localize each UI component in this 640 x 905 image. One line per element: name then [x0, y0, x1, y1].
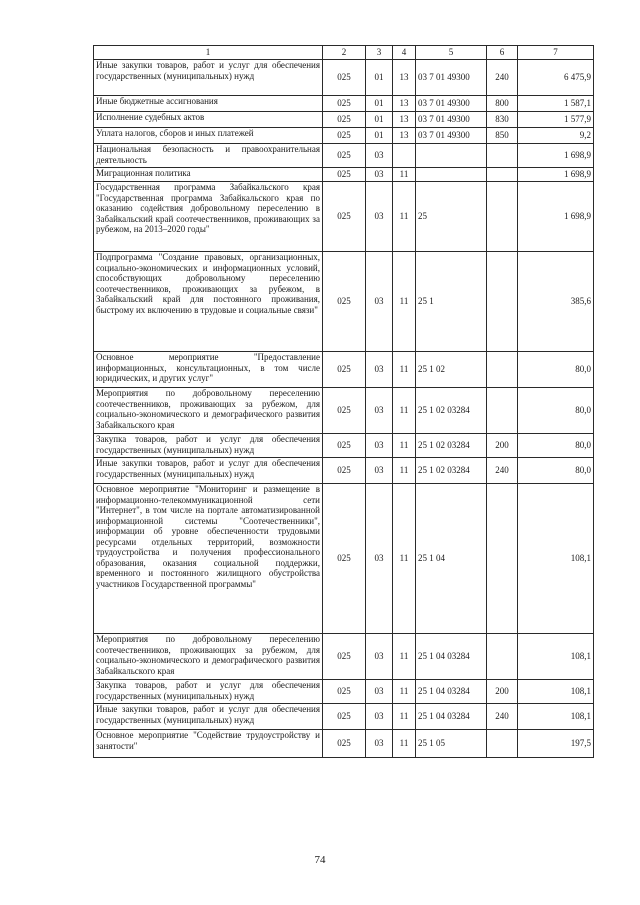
ministry-code-cell: 025 — [323, 388, 366, 434]
subsection-code-cell: 13 — [393, 60, 416, 96]
ministry-code-cell: 025 — [323, 252, 366, 352]
table-row — [94, 434, 594, 458]
expense-type-code-cell: 800 — [487, 96, 518, 112]
target-item-code-cell: 25 1 02 03284 — [416, 458, 487, 484]
target-item-code-cell: 03 7 01 49300 — [416, 112, 487, 128]
subsection-code-cell: 13 — [393, 112, 416, 128]
row-name-cell: Мероприятия по добровольному переселению соотечественников, проживающих за рубежом, для социально-экономического и демографического развития Забайкальского края — [94, 388, 323, 434]
section-code-cell: 01 — [366, 128, 393, 144]
row-name-cell: Государственная программа Забайкальского края "Государственная программа Забайкальского края по оказанию содействия добровольному переселению в Забайкальский край соотечественников, проживающих за рубежом, на 2013–2020 годы" — [94, 182, 323, 252]
expense-type-code-cell — [487, 730, 518, 758]
expense-type-code-cell — [487, 352, 518, 388]
table-row — [94, 182, 594, 252]
ministry-code-cell: 025 — [323, 96, 366, 112]
table-row — [94, 730, 594, 758]
row-name-cell: Мероприятия по добровольному переселению соотечественников, проживающих за рубежом, для социально-экономического и демографического развития Забайкальского края — [94, 634, 323, 680]
row-name-cell: Основное мероприятие "Предоставление информационных, консультационных, в том числе юридических, и других услуг" — [94, 352, 323, 388]
section-code-cell: 03 — [366, 458, 393, 484]
section-code-cell: 01 — [366, 96, 393, 112]
row-name-cell: Иные закупки товаров, работ и услуг для обеспечения государственных (муниципальных) нужд — [94, 60, 323, 96]
row-name-cell: Иные бюджетные ассигнования — [94, 96, 323, 112]
table-row — [94, 112, 594, 128]
row-name-cell: Исполнение судебных актов — [94, 112, 323, 128]
header-cell: 7 — [518, 46, 594, 60]
target-item-code-cell: 25 1 02 — [416, 352, 487, 388]
ministry-code-cell: 025 — [323, 434, 366, 458]
ministry-code-cell: 025 — [323, 128, 366, 144]
section-code-cell: 03 — [366, 730, 393, 758]
table-row — [94, 484, 594, 634]
section-code-cell: 03 — [366, 634, 393, 680]
header-cell: 2 — [323, 46, 366, 60]
expense-type-code-cell — [487, 388, 518, 434]
amount-cell: 197,5 — [518, 730, 594, 758]
target-item-code-cell: 25 1 02 03284 — [416, 434, 487, 458]
table-row — [94, 680, 594, 704]
target-item-code-cell: 03 7 01 49300 — [416, 60, 487, 96]
ministry-code-cell: 025 — [323, 352, 366, 388]
expense-type-code-cell — [487, 168, 518, 182]
row-name-cell: Подпрограмма "Создание правовых, организационных, социально-экономических и информационных условий, способствующих добровольному переселению соотечественников, проживающих за рубежом, в Забайкальский край для постоянного проживания, быстрому их включению в трудовые и социальные связи" — [94, 252, 323, 352]
header-cell: 5 — [416, 46, 487, 60]
subsection-code-cell — [393, 144, 416, 168]
budget-table-page — [93, 45, 593, 758]
expense-type-code-cell: 240 — [487, 60, 518, 96]
expense-type-code-cell: 850 — [487, 128, 518, 144]
ministry-code-cell: 025 — [323, 704, 366, 730]
table-row — [94, 458, 594, 484]
amount-cell: 108,1 — [518, 484, 594, 634]
target-item-code-cell: 03 7 01 49300 — [416, 128, 487, 144]
row-name-cell: Основное мероприятие "Мониторинг и размещение в информационно-телекоммуникационной сети "Интернет", в том числе на портале автоматизированной информационной системы "Соотечественники", информации об уровне обеспеченности трудовыми ресурсами отдельных территорий, возможности трудоустройства и получения профессионального образования, оказания социальной поддержки, временного и постоянного жилищного обустройства участников Государственной программы" — [94, 484, 323, 634]
row-name-cell: Иные закупки товаров, работ и услуг для обеспечения государственных (муниципальных) нужд — [94, 704, 323, 730]
section-code-cell: 03 — [366, 388, 393, 434]
subsection-code-cell: 11 — [393, 434, 416, 458]
table-row — [94, 704, 594, 730]
header-row — [94, 46, 594, 60]
ministry-code-cell: 025 — [323, 484, 366, 634]
section-code-cell: 03 — [366, 352, 393, 388]
section-code-cell: 03 — [366, 252, 393, 352]
target-item-code-cell: 25 1 04 03284 — [416, 680, 487, 704]
amount-cell: 1 587,1 — [518, 96, 594, 112]
ministry-code-cell: 025 — [323, 458, 366, 484]
ministry-code-cell: 025 — [323, 144, 366, 168]
target-item-code-cell: 25 1 05 — [416, 730, 487, 758]
target-item-code-cell: 03 7 01 49300 — [416, 96, 487, 112]
expense-type-code-cell: 200 — [487, 680, 518, 704]
table-row — [94, 388, 594, 434]
target-item-code-cell — [416, 168, 487, 182]
target-item-code-cell: 25 1 04 03284 — [416, 634, 487, 680]
row-name-cell: Миграционная политика — [94, 168, 323, 182]
row-name-cell: Закупка товаров, работ и услуг для обеспечения государственных (муниципальных) нужд — [94, 680, 323, 704]
section-code-cell: 03 — [366, 704, 393, 730]
header-cell: 6 — [487, 46, 518, 60]
subsection-code-cell: 11 — [393, 168, 416, 182]
ministry-code-cell: 025 — [323, 60, 366, 96]
amount-cell: 1 698,9 — [518, 144, 594, 168]
row-name-cell: Основное мероприятие "Содействие трудоустройству и занятости" — [94, 730, 323, 758]
expense-type-code-cell — [487, 144, 518, 168]
amount-cell: 108,1 — [518, 634, 594, 680]
ministry-code-cell: 025 — [323, 730, 366, 758]
subsection-code-cell: 11 — [393, 252, 416, 352]
amount-cell: 80,0 — [518, 352, 594, 388]
target-item-code-cell: 25 1 04 03284 — [416, 704, 487, 730]
amount-cell: 1 577,9 — [518, 112, 594, 128]
subsection-code-cell: 11 — [393, 704, 416, 730]
target-item-code-cell: 25 1 04 — [416, 484, 487, 634]
table-row — [94, 128, 594, 144]
table-row — [94, 96, 594, 112]
expense-type-code-cell — [487, 484, 518, 634]
subsection-code-cell: 11 — [393, 680, 416, 704]
amount-cell: 80,0 — [518, 388, 594, 434]
ministry-code-cell: 025 — [323, 112, 366, 128]
row-name-cell: Иные закупки товаров, работ и услуг для обеспечения государственных (муниципальных) нужд — [94, 458, 323, 484]
section-code-cell: 03 — [366, 144, 393, 168]
subsection-code-cell: 11 — [393, 484, 416, 634]
section-code-cell: 03 — [366, 182, 393, 252]
target-item-code-cell: 25 1 02 03284 — [416, 388, 487, 434]
ministry-code-cell: 025 — [323, 680, 366, 704]
row-name-cell: Национальная безопасность и правоохранительная деятельность — [94, 144, 323, 168]
expense-type-code-cell: 830 — [487, 112, 518, 128]
subsection-code-cell: 11 — [393, 730, 416, 758]
section-code-cell: 01 — [366, 112, 393, 128]
row-name-cell: Закупка товаров, работ и услуг для обеспечения государственных (муниципальных) нужд — [94, 434, 323, 458]
table-row — [94, 634, 594, 680]
page-number: 74 — [314, 854, 326, 866]
section-code-cell: 01 — [366, 60, 393, 96]
expense-type-code-cell — [487, 252, 518, 352]
table-row — [94, 144, 594, 168]
section-code-cell: 03 — [366, 484, 393, 634]
amount-cell: 80,0 — [518, 434, 594, 458]
table-row — [94, 168, 594, 182]
amount-cell: 385,6 — [518, 252, 594, 352]
budget-table — [93, 45, 594, 758]
section-code-cell: 03 — [366, 434, 393, 458]
amount-cell: 1 698,9 — [518, 168, 594, 182]
amount-cell: 108,1 — [518, 680, 594, 704]
amount-cell: 80,0 — [518, 458, 594, 484]
target-item-code-cell: 25 1 — [416, 252, 487, 352]
section-code-cell: 03 — [366, 168, 393, 182]
subsection-code-cell: 13 — [393, 128, 416, 144]
expense-type-code-cell — [487, 634, 518, 680]
header-cell: 1 — [94, 46, 323, 60]
section-code-cell: 03 — [366, 680, 393, 704]
ministry-code-cell: 025 — [323, 634, 366, 680]
expense-type-code-cell — [487, 182, 518, 252]
row-name-cell: Уплата налогов, сборов и иных платежей — [94, 128, 323, 144]
table-row — [94, 352, 594, 388]
table-row — [94, 252, 594, 352]
amount-cell: 9,2 — [518, 128, 594, 144]
expense-type-code-cell: 240 — [487, 458, 518, 484]
subsection-code-cell: 11 — [393, 388, 416, 434]
target-item-code-cell — [416, 144, 487, 168]
header-cell: 3 — [366, 46, 393, 60]
table-body — [94, 46, 594, 758]
subsection-code-cell: 13 — [393, 96, 416, 112]
amount-cell: 108,1 — [518, 704, 594, 730]
ministry-code-cell: 025 — [323, 182, 366, 252]
expense-type-code-cell: 240 — [487, 704, 518, 730]
header-cell: 4 — [393, 46, 416, 60]
amount-cell: 1 698,9 — [518, 182, 594, 252]
expense-type-code-cell: 200 — [487, 434, 518, 458]
subsection-code-cell: 11 — [393, 352, 416, 388]
subsection-code-cell: 11 — [393, 458, 416, 484]
target-item-code-cell: 25 — [416, 182, 487, 252]
amount-cell: 6 475,9 — [518, 60, 594, 96]
table-row — [94, 60, 594, 96]
ministry-code-cell: 025 — [323, 168, 366, 182]
subsection-code-cell: 11 — [393, 634, 416, 680]
subsection-code-cell: 11 — [393, 182, 416, 252]
